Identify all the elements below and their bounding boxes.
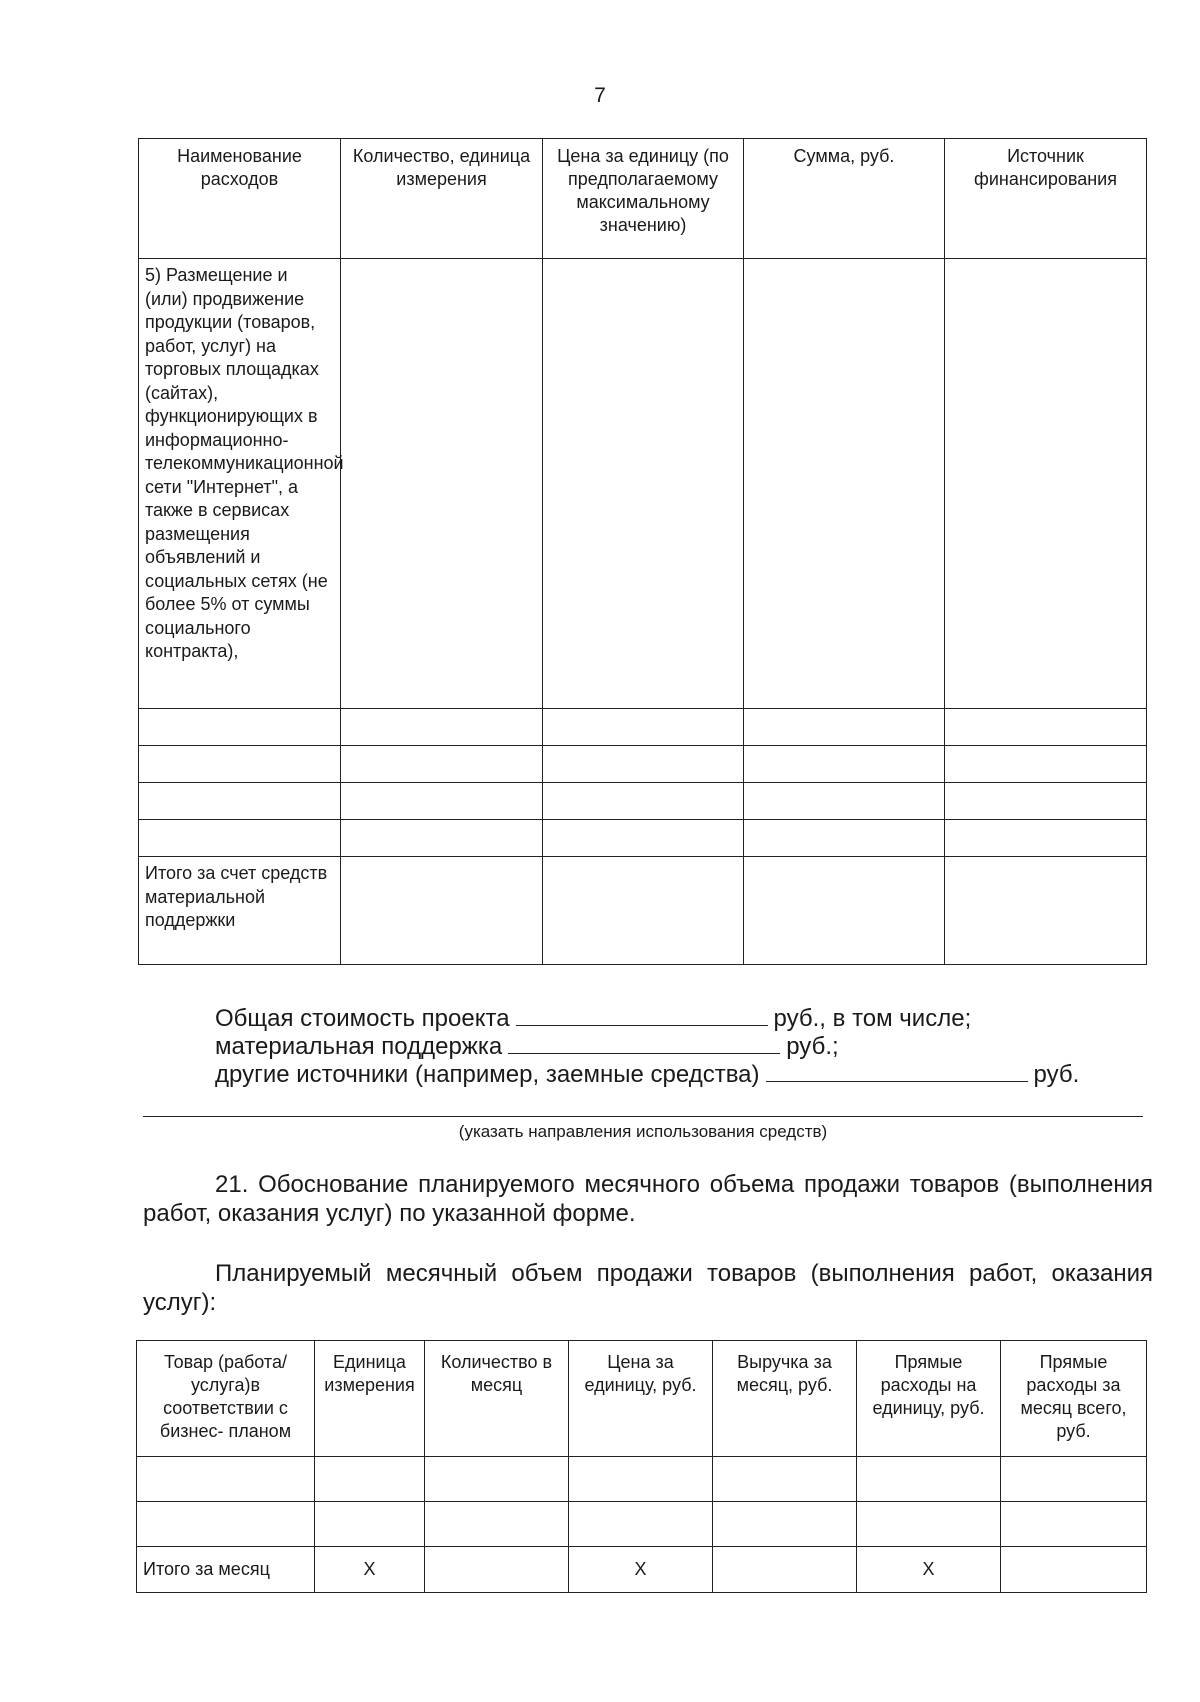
blank-cell bbox=[139, 820, 341, 857]
cell-quantity bbox=[341, 259, 543, 709]
sales-table bbox=[136, 1340, 1147, 1593]
fill-line-total-cost[interactable] bbox=[516, 1005, 768, 1026]
sales-total-row bbox=[137, 1547, 1147, 1593]
blank-cell bbox=[139, 746, 341, 783]
x-mark-unit-costs: X bbox=[857, 1547, 1001, 1593]
header-quantity-unit: Количество, единица измерения bbox=[341, 139, 543, 259]
blank-cell bbox=[744, 857, 945, 965]
summary-total-label: Общая стоимость проекта bbox=[215, 1005, 510, 1032]
directions-caption: (указать направления использования средств) bbox=[458, 1122, 828, 1141]
summary-total-unit: руб., в том числе; bbox=[773, 1005, 972, 1032]
table-row bbox=[139, 709, 1147, 746]
blank-cell bbox=[543, 820, 744, 857]
header-product: Товар (работа/услуга)в соответствии с бизнес- планом bbox=[137, 1341, 315, 1457]
summary-other-unit: руб. bbox=[1033, 1061, 1080, 1088]
blank-cell bbox=[425, 1457, 569, 1502]
blank-cell bbox=[744, 709, 945, 746]
summary-material-unit: руб.; bbox=[786, 1033, 839, 1060]
header-sum: Сумма, руб. bbox=[744, 139, 945, 259]
expense-total-label: Итого за счет средств материальной поддержки bbox=[139, 857, 341, 965]
blank-cell bbox=[543, 709, 744, 746]
x-mark-price: X bbox=[569, 1547, 713, 1593]
header-monthly-quantity: Количество в месяц bbox=[425, 1341, 569, 1457]
summary-line-other bbox=[215, 1061, 1135, 1089]
blank-cell bbox=[425, 1502, 569, 1547]
blank-cell bbox=[1001, 1547, 1147, 1593]
x-mark-unit: X bbox=[315, 1547, 425, 1593]
header-expense-name: Наименование расходов bbox=[139, 139, 341, 259]
blank-cell bbox=[744, 746, 945, 783]
blank-cell bbox=[713, 1457, 857, 1502]
blank-cell bbox=[341, 783, 543, 820]
table-row bbox=[137, 1457, 1147, 1502]
blank-cell bbox=[315, 1502, 425, 1547]
section-21-text: 21. Обоснование планируемого месячного объема продажи товаров (выполнения работ, оказания услуг) по указанной форме. bbox=[143, 1171, 1153, 1227]
blank-cell bbox=[341, 746, 543, 783]
expense-item-5: 5) Размещение и (или) продвижение продукции (товаров, работ, услуг) на торговых площадках (сайтах), функционирующих в информационно-телекоммуникационной сети "Интернет", а также в сервисах размещения объявлений и социальных сетях (не более 5% от суммы социального контракта), bbox=[139, 259, 341, 709]
table-row bbox=[139, 259, 1147, 709]
cell-source bbox=[945, 259, 1147, 709]
blank-cell bbox=[1001, 1502, 1147, 1547]
blank-cell bbox=[543, 857, 744, 965]
blank-cell bbox=[1001, 1457, 1147, 1502]
fill-line-material-support[interactable] bbox=[508, 1033, 780, 1054]
blank-cell bbox=[425, 1547, 569, 1593]
blank-cell bbox=[341, 857, 543, 965]
blank-cell bbox=[857, 1457, 1001, 1502]
header-unit-price: Цена за единицу (по предполагаемому максимальному значению) bbox=[543, 139, 744, 259]
expense-table bbox=[138, 138, 1147, 965]
table-row bbox=[139, 783, 1147, 820]
header-unit: Единица измерения bbox=[315, 1341, 425, 1457]
blank-cell bbox=[569, 1502, 713, 1547]
expense-table-header-row bbox=[139, 139, 1147, 259]
expense-total-row bbox=[139, 857, 1147, 965]
blank-cell bbox=[945, 709, 1147, 746]
blank-cell bbox=[139, 709, 341, 746]
summary-line-material bbox=[215, 1033, 1135, 1061]
blank-cell bbox=[341, 820, 543, 857]
blank-cell bbox=[341, 709, 543, 746]
blank-cell bbox=[945, 783, 1147, 820]
table-row bbox=[139, 820, 1147, 857]
header-funding-source: Источник финансирования bbox=[945, 139, 1147, 259]
blank-cell bbox=[857, 1502, 1001, 1547]
fill-line-other-sources[interactable] bbox=[766, 1061, 1028, 1082]
sales-total-label: Итого за месяц bbox=[137, 1547, 315, 1593]
summary-material-label: материальная поддержка bbox=[215, 1033, 503, 1060]
cell-price bbox=[543, 259, 744, 709]
cell-sum bbox=[744, 259, 945, 709]
blank-cell bbox=[139, 783, 341, 820]
table-row bbox=[137, 1502, 1147, 1547]
header-monthly-direct-costs: Прямые расходы за месяц всего, руб. bbox=[1001, 1341, 1147, 1457]
sales-table-header-row bbox=[137, 1341, 1147, 1457]
blank-cell bbox=[137, 1502, 315, 1547]
summary-other-label: другие источники (например, заемные средства) bbox=[215, 1061, 760, 1088]
header-unit-direct-costs: Прямые расходы на единицу, руб. bbox=[857, 1341, 1001, 1457]
fill-line-directions[interactable] bbox=[143, 1116, 1143, 1117]
blank-cell bbox=[569, 1457, 713, 1502]
table-row bbox=[139, 746, 1147, 783]
cost-summary bbox=[215, 1005, 1135, 1089]
blank-cell bbox=[945, 857, 1147, 965]
header-monthly-revenue: Выручка за месяц, руб. bbox=[713, 1341, 857, 1457]
blank-cell bbox=[744, 820, 945, 857]
blank-cell bbox=[315, 1457, 425, 1502]
blank-cell bbox=[543, 746, 744, 783]
plan-intro-text: Планируемый месячный объем продажи товаров (выполнения работ, оказания услуг): bbox=[143, 1260, 1153, 1316]
blank-cell bbox=[744, 783, 945, 820]
blank-cell bbox=[945, 820, 1147, 857]
blank-cell bbox=[945, 746, 1147, 783]
blank-cell bbox=[713, 1547, 857, 1593]
blank-cell bbox=[137, 1457, 315, 1502]
summary-line-total bbox=[215, 1005, 1135, 1033]
page-number: 7 bbox=[594, 84, 606, 107]
blank-cell bbox=[713, 1502, 857, 1547]
blank-cell bbox=[543, 783, 744, 820]
header-unit-price: Цена за единицу, руб. bbox=[569, 1341, 713, 1457]
